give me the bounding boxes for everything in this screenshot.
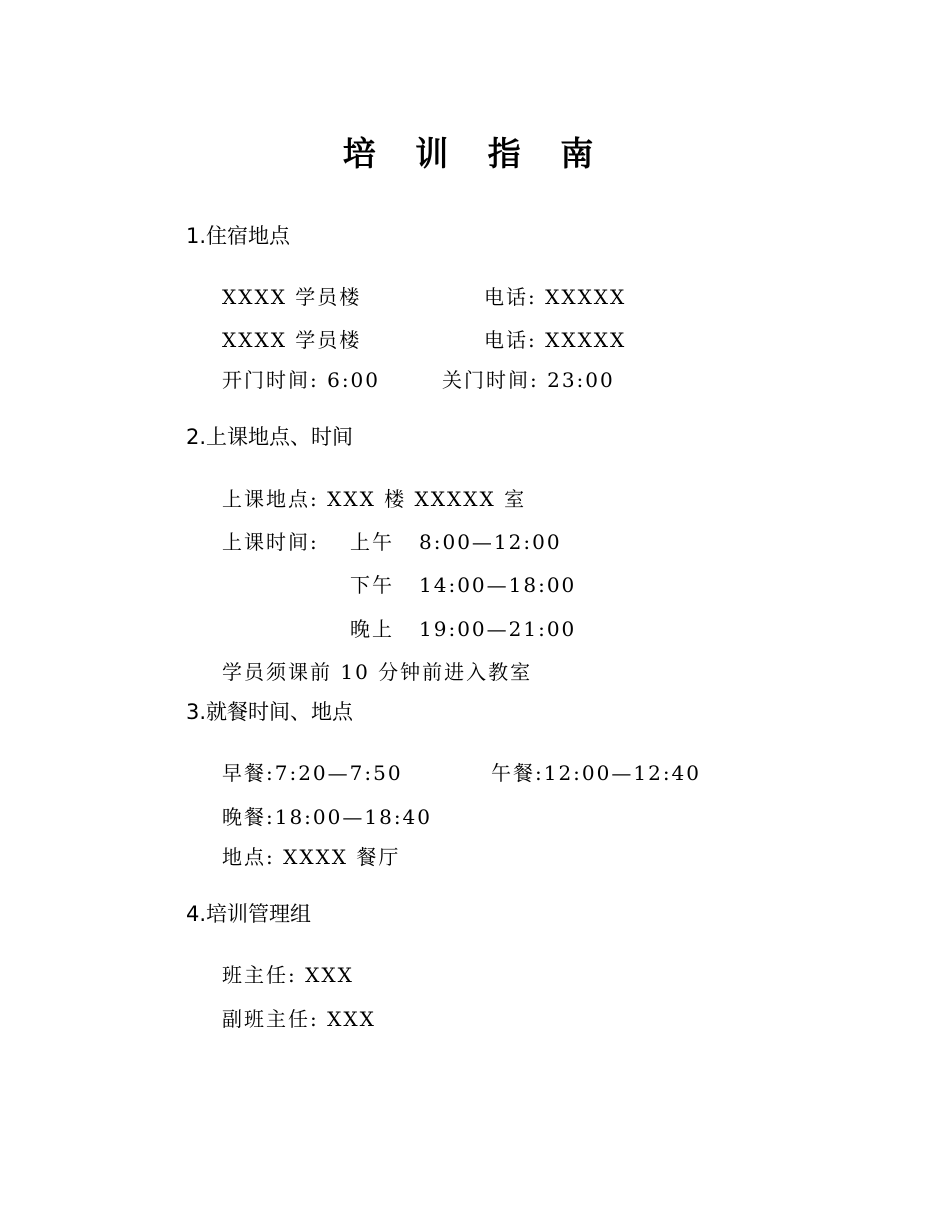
dorm-1-name: XXXX 学员楼 bbox=[222, 285, 362, 309]
deputy-head-teacher: 副班主任: XXX bbox=[222, 1007, 376, 1031]
door-open-time: 开门时间: 6:00 bbox=[222, 368, 381, 392]
dorm-2-name: XXXX 学员楼 bbox=[222, 328, 362, 352]
dining-place: 地点: XXXX 餐厅 bbox=[222, 845, 401, 869]
breakfast-time: 早餐:7:20—7:50 bbox=[222, 761, 403, 785]
session-time-afternoon: 14:00—18:00 bbox=[419, 573, 577, 597]
door-close-time: 关门时间: 23:00 bbox=[442, 368, 615, 392]
section-heading-meals: 3.就餐时间、地点 bbox=[186, 700, 354, 724]
class-location: 上课地点: XXX 楼 XXXXX 室 bbox=[222, 487, 527, 511]
section-heading-management: 4.培训管理组 bbox=[186, 902, 312, 926]
session-time-morning: 8:00—12:00 bbox=[419, 530, 562, 554]
lunch-time: 午餐:12:00—12:40 bbox=[491, 761, 702, 785]
head-teacher: 班主任: XXX bbox=[222, 963, 354, 987]
dinner-time: 晚餐:18:00—18:40 bbox=[222, 805, 433, 829]
dorm-2-phone: 电话: XXXXX bbox=[484, 328, 627, 352]
section-heading-accommodation: 1.住宿地点 bbox=[186, 224, 291, 248]
dorm-1-phone: 电话: XXXXX bbox=[484, 285, 627, 309]
session-time-evening: 19:00—21:00 bbox=[419, 617, 577, 641]
session-period-afternoon: 下午 bbox=[350, 573, 394, 597]
session-period-morning: 上午 bbox=[350, 530, 394, 554]
arrival-note: 学员须课前 10 分钟前进入教室 bbox=[222, 660, 533, 684]
class-time-label: 上课时间: bbox=[222, 530, 319, 554]
session-period-evening: 晚上 bbox=[350, 617, 394, 641]
page-title: 培 训 指 南 bbox=[342, 134, 608, 173]
section-heading-classes: 2.上课地点、时间 bbox=[186, 425, 354, 449]
